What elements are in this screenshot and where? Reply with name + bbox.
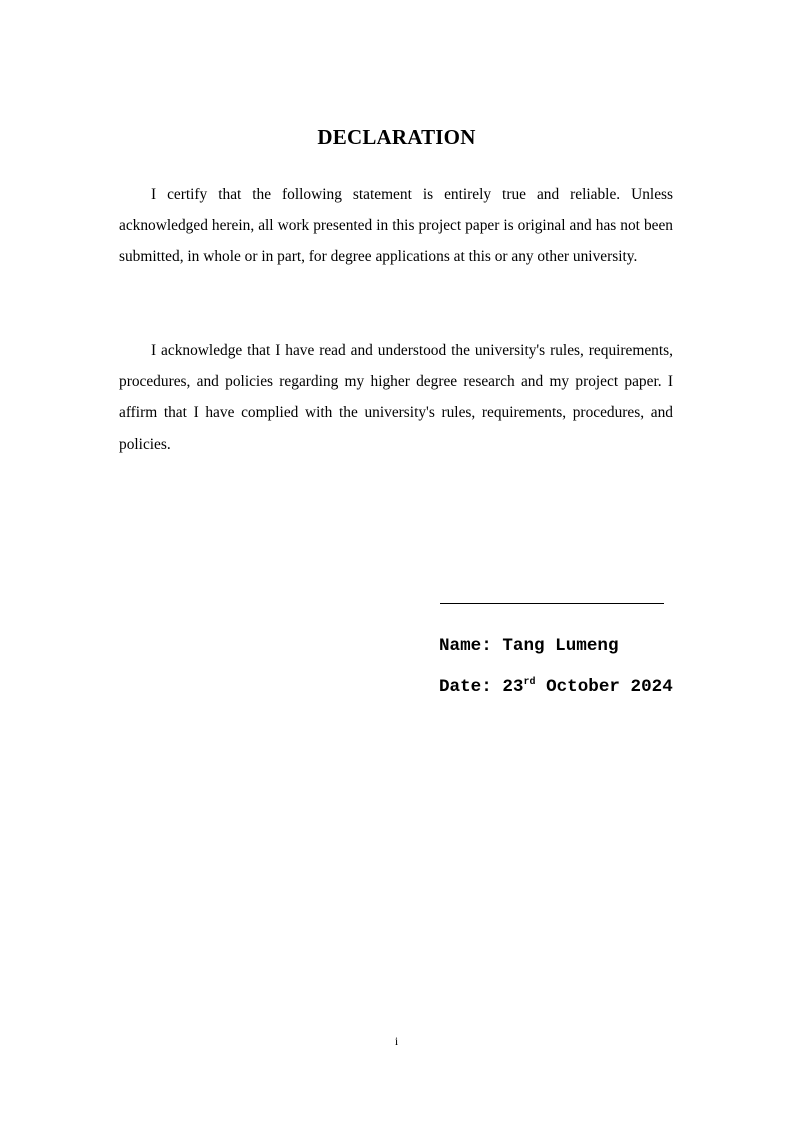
page-number: i [394, 1034, 399, 1048]
signature-name [439, 636, 619, 656]
signature-date [439, 677, 673, 697]
date-month-year: October 2024 [546, 677, 673, 697]
name-value: Tang Lumeng [502, 636, 619, 656]
date-label: Date: [439, 677, 492, 697]
signature-line [440, 603, 664, 604]
name-label: Name: [439, 636, 492, 656]
page-title: DECLARATION [317, 125, 476, 149]
date-day: 23 [502, 677, 524, 697]
date-ordinal-suffix: rd [523, 677, 536, 688]
declaration-paragraph-1: I certify that the following statement is entirely true and reliable. Unless acknowledged herein, all work presented in this project paper is original and has not been submitted, in whole or in part, for degree applications at this or any other university. [119, 186, 673, 266]
declaration-paragraph-2: I acknowledge that I have read and understood the university's rules, requirements, procedures, and policies regarding my higher degree research and my project paper. I affirm that I have complied with the university's rules, requirements, procedures, and policies. [119, 342, 673, 453]
